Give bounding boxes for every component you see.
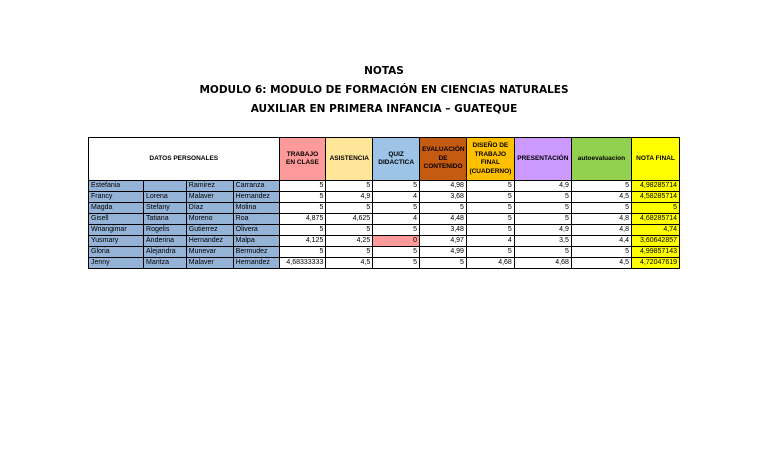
cell-evaluacion: 4,48 [420,214,467,225]
cell-asistencia: 5 [326,247,373,258]
cell-presentacion: 3,5 [514,236,571,247]
header-datos-personales: DATOS PERSONALES [89,138,280,181]
header-trabajo-en-clase: TRABAJO EN CLASE [279,138,326,181]
cell-nota-final: 4,68285714 [631,214,679,225]
cell-diseno: 5 [466,181,514,192]
grades-table [88,137,680,269]
grades-body [89,181,680,269]
cell-quiz-highlighted: 0 [373,236,420,247]
second-surname: Hernandez [233,258,279,269]
cell-evaluacion: 4,99 [420,247,467,258]
first-name: Gisell [89,214,144,225]
cell-autoevaluacion: 5 [571,203,631,214]
cell-asistencia: 4,9 [326,192,373,203]
cell-trabajo: 5 [279,181,326,192]
table-row [89,258,680,269]
first-surname: Hernandez [186,236,233,247]
cell-quiz: 5 [373,203,420,214]
first-name: Magda [89,203,144,214]
cell-trabajo: 4,125 [279,236,326,247]
second-name: Stefany [144,203,187,214]
table-row [89,225,680,236]
cell-presentacion: 5 [514,192,571,203]
cell-diseno: 5 [466,247,514,258]
cell-diseno: 5 [466,214,514,225]
first-surname: Malaver [186,192,233,203]
cell-autoevaluacion: 4,5 [571,258,631,269]
second-surname: Olivera [233,225,279,236]
second-surname: Carranza [233,181,279,192]
cell-presentacion: 4,68 [514,258,571,269]
second-name: Tatiana [144,214,187,225]
cell-trabajo: 5 [279,203,326,214]
first-name: Francy [89,192,144,203]
cell-autoevaluacion: 5 [571,181,631,192]
title-modulo: MODULO 6: MODULO DE FORMACIÓN EN CIENCIAS NATURALES [199,84,569,96]
second-surname: Malpa [233,236,279,247]
cell-nota-final: 4,74 [631,225,679,236]
cell-autoevaluacion: 4,4 [571,236,631,247]
first-surname: Díaz [186,203,233,214]
cell-trabajo: 4,875 [279,214,326,225]
second-name: Alejandra [144,247,187,258]
document-titles [0,62,768,119]
cell-quiz: 5 [373,247,420,258]
table-row [89,214,680,225]
title-program: AUXILIAR EN PRIMERA INFANCIA – GUATEQUE [250,103,518,115]
cell-nota-final: 4,72047619 [631,258,679,269]
cell-evaluacion: 3,68 [420,192,467,203]
cell-quiz: 5 [373,181,420,192]
cell-quiz: 5 [373,225,420,236]
cell-diseno: 5 [466,203,514,214]
cell-nota-final: 4,58285714 [631,192,679,203]
cell-diseno: 5 [466,192,514,203]
cell-quiz: 5 [373,258,420,269]
first-name: Yusmary [89,236,144,247]
second-surname: Bermudez [233,247,279,258]
second-name [144,181,187,192]
header-autoevaluacion: autoevaluacion [571,138,631,181]
cell-asistencia: 4,25 [326,236,373,247]
cell-autoevaluacion: 5 [571,247,631,258]
first-name: Estefania [89,181,144,192]
cell-trabajo: 5 [279,225,326,236]
second-name: Maritza [144,258,187,269]
cell-nota-final: 4,99857143 [631,247,679,258]
second-surname: Roa [233,214,279,225]
cell-evaluacion: 5 [420,258,467,269]
cell-evaluacion: 3,48 [420,225,467,236]
first-surname: Moreno [186,214,233,225]
header-diseno-trabajo-final: DISEÑO DE TRABAJO FINAL (CUADERNO) [466,138,514,181]
cell-asistencia: 4,5 [326,258,373,269]
cell-presentacion: 4,9 [514,225,571,236]
cell-autoevaluacion: 4,5 [571,192,631,203]
first-name: Jenny [89,258,144,269]
first-surname: Gutierrez [186,225,233,236]
cell-evaluacion: 4,98 [420,181,467,192]
table-row [89,236,680,247]
cell-nota-final: 4,98285714 [631,181,679,192]
second-surname: Hernandez [233,192,279,203]
cell-trabajo: 4,68333333 [279,258,326,269]
second-name: Anderina [144,236,187,247]
table-row [89,247,680,258]
cell-presentacion: 4,9 [514,181,571,192]
header-presentacion: PRESENTACIÓN [514,138,571,181]
second-name: Lorena [144,192,187,203]
cell-presentacion: 5 [514,203,571,214]
cell-quiz: 4 [373,192,420,203]
cell-asistencia: 5 [326,181,373,192]
first-surname: Munevar [186,247,233,258]
cell-asistencia: 4,625 [326,214,373,225]
cell-trabajo: 5 [279,192,326,203]
header-evaluacion: EVALUACIÓN DE CONTENIDO [420,138,467,181]
cell-quiz: 4 [373,214,420,225]
cell-asistencia: 5 [326,203,373,214]
cell-trabajo: 5 [279,247,326,258]
second-surname: Molina [233,203,279,214]
cell-nota-final: 5 [631,203,679,214]
first-name: Wriangimar [89,225,144,236]
cell-evaluacion: 5 [420,203,467,214]
cell-diseno: 4 [466,236,514,247]
cell-diseno: 4,68 [466,258,514,269]
cell-presentacion: 5 [514,214,571,225]
first-surname: Ramirez [186,181,233,192]
cell-autoevaluacion: 4,8 [571,214,631,225]
cell-diseno: 5 [466,225,514,236]
header-quiz-didactica: QUIZ DIDACTICA [373,138,420,181]
table-row [89,181,680,192]
header-nota-final: NOTA FINAL [631,138,679,181]
cell-evaluacion: 4,97 [420,236,467,247]
cell-autoevaluacion: 4,8 [571,225,631,236]
second-name: Rogelis [144,225,187,236]
title-notas: NOTAS [364,65,404,77]
first-name: Gloria [89,247,144,258]
first-surname: Malaver [186,258,233,269]
cell-presentacion: 5 [514,247,571,258]
header-asistencia: ASISTENCIA [326,138,373,181]
cell-asistencia: 5 [326,225,373,236]
table-row [89,192,680,203]
table-row [89,203,680,214]
cell-nota-final: 3,60642857 [631,236,679,247]
